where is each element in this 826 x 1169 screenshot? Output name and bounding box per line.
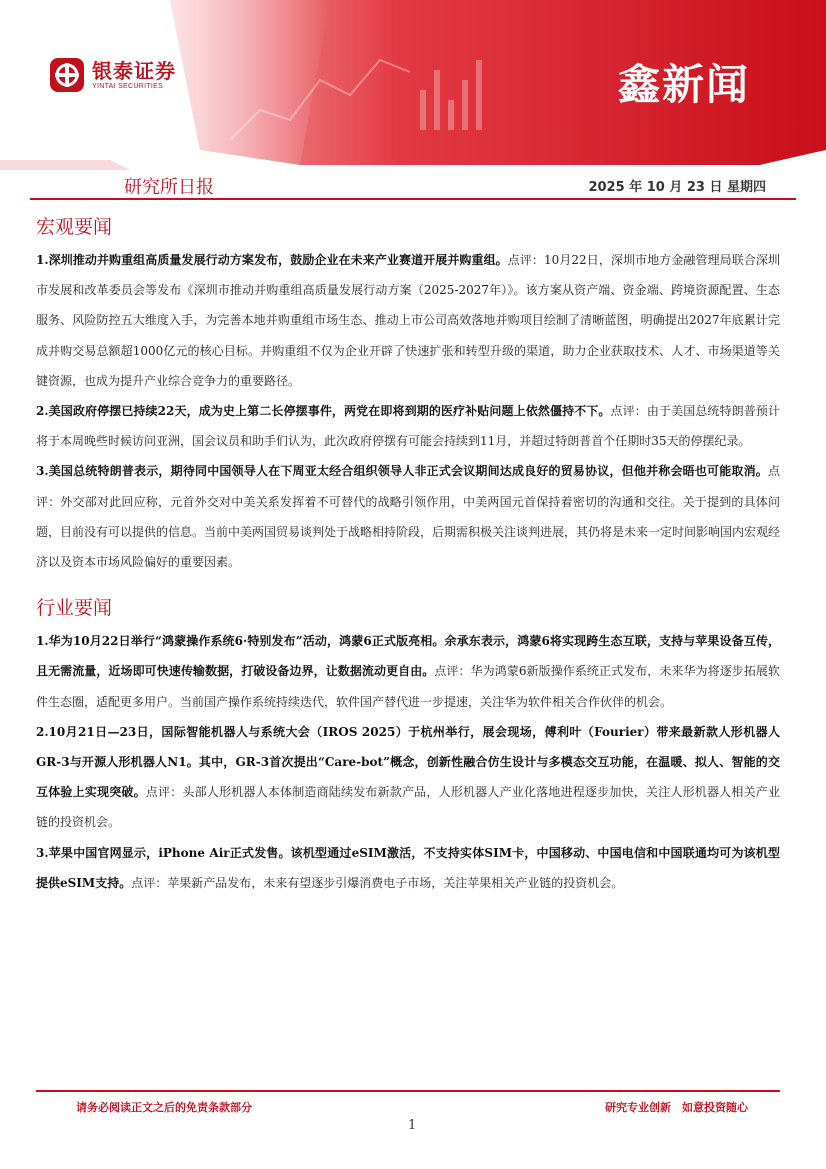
footer-disclaimer: 请务必阅读正文之后的免责条款部分 bbox=[76, 1101, 252, 1114]
news-item bbox=[36, 626, 780, 717]
news-headline: 1.华为10月22日举行“鸿蒙操作系统6·特别发布”活动，鸿蒙6正式版亮相。余承东表示，鸿蒙6将实现跨生态互联，支持与苹果设备互传，且无需流量，近场即可快速传输数据，打破设备边界，让数据流动更自由。 bbox=[36, 634, 780, 679]
brand-title: 鑫新闻 bbox=[617, 60, 750, 109]
news-item bbox=[36, 396, 780, 456]
news-item bbox=[36, 838, 780, 898]
report-date: 2025 年 10 月 23 日 星期四 bbox=[588, 180, 766, 195]
news-comment: 点评：华为鸿蒙6新版操作系统正式发布，未来华为将逐步拓展软件生态圈，适配更多用户。当前国产操作系统持续迭代，软件国产替代进一步提速，关注华为软件相关合作伙伴的机会。 bbox=[36, 664, 780, 709]
news-headline: 1.深圳推动并购重组高质量发展行动方案发布，鼓励企业在未来产业赛道开展并购重组。 bbox=[36, 253, 508, 267]
news-headline: 3.苹果中国官网显示，iPhone Air正式发售。该机型通过eSIM激活，不支持实体SIM卡，中国移动、中国电信和中国联通均可为该机型提供eSIM支持。 bbox=[36, 845, 780, 890]
logo-mark-icon bbox=[50, 58, 84, 92]
logo-text-cn: 银泰证券 bbox=[92, 58, 176, 83]
section-title: 宏观要闻 bbox=[36, 216, 113, 238]
news-item bbox=[36, 245, 780, 396]
news-headline: 2.10月21日—23日，国际智能机器人与系统大会（IROS 2025）于杭州举行，展会现场，傅利叶（Fourier）带来最新款人形机器人GR-3与开源人形机器人N1。其中，GR-3首次提出“Care-bot”概念，创新性融合仿生设计与多模态交互功能，在温暖、拟人、智能的交互体验上实现突破。 bbox=[36, 724, 780, 800]
news-comment: 点评：外交部对此回应称，元首外交对中美关系发挥着不可替代的战略引领作用，中美两国元首保持着密切的沟通和交往。关于提到的具体问题，目前没有可以提供的信息。当前中美两国贸易谈判处于战略相持阶段，后期需积极关注谈判进展，其仍将是未来一定时间影响国内宏观经济以及资本市场风险偏好的重要因素。 bbox=[36, 464, 781, 570]
news-comment: 点评：头部人形机器人本体制造商陆续发布新款产品，人形机器人产业化落地进程逐步加快，关注人形机器人相关产业链的投资机会。 bbox=[36, 785, 780, 830]
page-number: 1 bbox=[408, 1118, 417, 1133]
news-comment: 点评：10月22日，深圳市地方金融管理局联合深圳市发展和改革委员会等发布《深圳市推动并购重组高质量发展行动方案（2025-2027年）》。该方案从资产端、资金端、跨境资源配置、生态服务、风险防控五大维度入手，为完善本地并购重组市场生态、推动上市公司高效落地并购项目绘制了清晰蓝图，明确提出2027年底累计完成并购交易总额超1000亿元的核心目标。并购重组不仅为企业开辟了快速扩张和转型升级的渠道，助力企业获取技术、人才、市场渠道等关键资源，也成为提升产业综合竞争力的重要路径。 bbox=[36, 253, 780, 388]
news-headline: 3.美国总统特朗普表示，期待同中国领导人在下周亚太经合组织领导人非正式会议期间达成良好的贸易协议，但他并称会晤也可能取消。 bbox=[36, 464, 768, 479]
section-title: 行业要闻 bbox=[36, 597, 113, 620]
section-industry bbox=[36, 593, 780, 898]
header-divider bbox=[30, 198, 796, 200]
news-comment: 点评：由于美国总统特朗普预计将于本周晚些时候访问亚洲，国会议员和助手们认为，此次政府停摆有可能会持续到11月，并超过特朗普首个任期时35天的停摆纪录。 bbox=[36, 404, 780, 449]
footer-slogan: 研究专业创新 如意投资随心 bbox=[605, 1101, 748, 1114]
report-title: 研究所日报 bbox=[124, 177, 214, 198]
company-logo bbox=[50, 58, 176, 92]
logo-text-en: YINTAI SECURITIES bbox=[92, 82, 164, 90]
news-item bbox=[36, 456, 780, 577]
report-body bbox=[36, 212, 780, 898]
news-comment: 点评：苹果新产品发布，未来有望逐步引爆消费电子市场，关注苹果相关产业链的投资机会。 bbox=[131, 875, 624, 890]
news-item bbox=[36, 717, 780, 838]
footer-divider bbox=[36, 1090, 780, 1092]
news-headline: 2.美国政府停摆已持续22天，成为史上第二长停摆事件，两党在即将到期的医疗补贴问题上依然僵持不下。 bbox=[36, 404, 611, 419]
section-macro bbox=[36, 212, 780, 577]
